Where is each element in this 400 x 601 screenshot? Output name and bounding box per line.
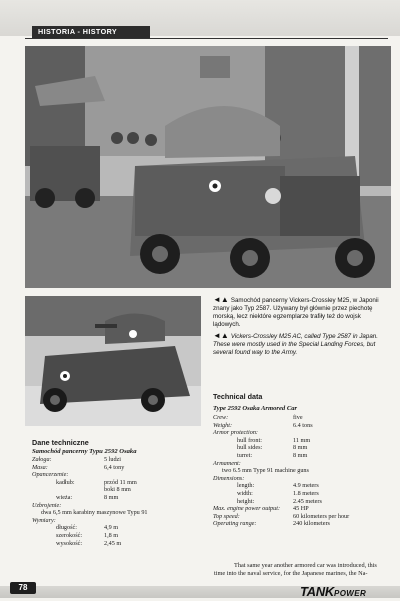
caption-english <box>213 332 385 357</box>
spec-label: Załoga: <box>32 456 52 463</box>
spec-row <box>213 414 388 422</box>
spec-row <box>32 494 202 502</box>
spec-label: hull sides: <box>237 444 263 452</box>
spec-label: two 6.5 mm Type 91 machine guns <box>222 467 309 475</box>
tech-data-title-pl: Dane techniczne <box>32 438 89 447</box>
spec-label: Weight: <box>213 421 233 429</box>
spec-label: wysokość: <box>56 539 83 547</box>
spec-row <box>32 486 202 494</box>
spec-row <box>213 452 388 460</box>
spec-label: szerokość: <box>56 531 83 539</box>
logo-tank-text: TANK <box>300 584 334 599</box>
spec-label: Masa: <box>32 463 48 471</box>
tank-power-logo <box>300 583 366 601</box>
spec-row <box>32 524 202 532</box>
spec-value: 5 ludzi <box>104 456 122 463</box>
spec-label: Armor protection: <box>213 429 258 437</box>
caption-polish-text: Samochód pancerny Vickers-Crossley M25, w Japonii znany jako Typ 2587. Używany był głównie przez piechotę morską, lecz niektóre egzemplarze trafiły też do wojsk lądowych. <box>213 297 379 329</box>
spec-value: 8 mm <box>293 444 308 452</box>
vehicle-name-pl: Samochód pancerny Typu 2592 Osaka <box>32 448 137 455</box>
spec-label: wieża: <box>56 493 73 501</box>
spec-label: width: <box>237 489 253 497</box>
spec-row <box>213 467 388 475</box>
spec-list-en <box>213 414 388 528</box>
spec-label: height: <box>237 497 255 505</box>
spec-label: Wymiary: <box>32 516 56 524</box>
spec-label: Max. engine power output: <box>213 505 281 513</box>
spec-value: 2,45 m <box>104 539 122 547</box>
spec-row <box>32 471 202 479</box>
spec-label: Top speed: <box>213 512 240 520</box>
section-header: HISTORIA - HISTORY <box>32 26 150 38</box>
header-divider <box>25 38 388 39</box>
main-photo <box>25 46 391 288</box>
spec-value: 4.9 meters <box>293 482 319 490</box>
spec-list-pl <box>32 456 202 547</box>
spec-label: Dimensions: <box>213 474 245 482</box>
caption-english-text: Vickers-Crossley M25 AC, called Type 2587 in Japan. These were mostly used in the Special Landing Forces, but several found way to the Army. <box>213 333 378 357</box>
spec-value: 240 kilometers <box>293 520 330 528</box>
spec-row <box>32 532 202 540</box>
spec-label: turret: <box>237 451 253 459</box>
spec-row <box>32 464 202 472</box>
spec-label: length: <box>237 482 255 490</box>
spec-row <box>213 520 388 528</box>
spec-row <box>213 460 388 468</box>
body-text-line-1: That same year another armored car was introduced, this <box>234 562 377 569</box>
spec-row <box>32 479 202 487</box>
spec-row <box>213 437 388 445</box>
osaka-armored-car-photo-illustration <box>25 296 201 426</box>
spec-row <box>213 475 388 483</box>
vehicle-name-en: Type 2592 Osaka Armored Car <box>213 405 298 412</box>
spec-value: 8 mm <box>104 493 119 501</box>
spec-label: Armament: <box>213 459 241 467</box>
logo-power-text: POWER <box>333 589 367 598</box>
spec-label: Opancerzenie: <box>32 471 69 479</box>
spec-value: 6.4 tons <box>293 421 313 429</box>
spec-row <box>32 540 202 548</box>
spec-label: kadłub: <box>56 478 75 486</box>
caption-arrows-icon: ◄▲ <box>213 295 229 304</box>
spec-value: przód 11 mm <box>104 478 137 486</box>
spec-row <box>32 502 202 510</box>
caption-arrows-icon: ◄▲ <box>213 331 229 340</box>
spec-row <box>32 456 202 464</box>
spec-value: 60 kilometers per hour <box>293 512 350 520</box>
spec-row <box>213 482 388 490</box>
spec-value: 45 HP <box>293 505 309 513</box>
spec-value: 1.8 meters <box>293 489 319 497</box>
spec-value: 4,9 m <box>104 524 119 532</box>
spec-label: Uzbrojenie: <box>32 501 62 509</box>
spec-value: five <box>293 414 303 421</box>
spec-row <box>213 513 388 521</box>
spec-row <box>213 444 388 452</box>
spec-value: 8 mm <box>293 451 308 459</box>
spec-row <box>213 490 388 498</box>
body-text-line-2: time into the naval service, for the Japanese marines, the Na- <box>214 570 368 577</box>
armored-car-photo-illustration <box>25 46 391 288</box>
spec-label: dwa 6,5 mm karabiny maszynowe Typu 91 <box>41 509 148 517</box>
spec-value: 1,8 m <box>104 531 119 539</box>
tech-data-title-en: Technical data <box>213 392 263 401</box>
spec-value: 6,4 tony <box>104 463 125 471</box>
spec-label: Operating range: <box>213 520 257 528</box>
spec-value: boki 8 mm <box>104 486 131 494</box>
spec-label: długość: <box>56 524 77 532</box>
spec-row <box>32 509 202 517</box>
small-photo <box>25 296 201 426</box>
spec-row <box>213 422 388 430</box>
spec-row <box>213 505 388 513</box>
spec-label: Crew: <box>213 414 229 421</box>
spec-row <box>213 429 388 437</box>
spec-label: hull front: <box>237 436 262 444</box>
spec-row <box>32 517 202 525</box>
spec-value: 2.45 meters <box>293 497 322 505</box>
caption-polish <box>213 296 385 329</box>
spec-row <box>213 498 388 506</box>
spec-value: 11 mm <box>293 436 311 444</box>
page-number: 78 <box>10 582 36 594</box>
